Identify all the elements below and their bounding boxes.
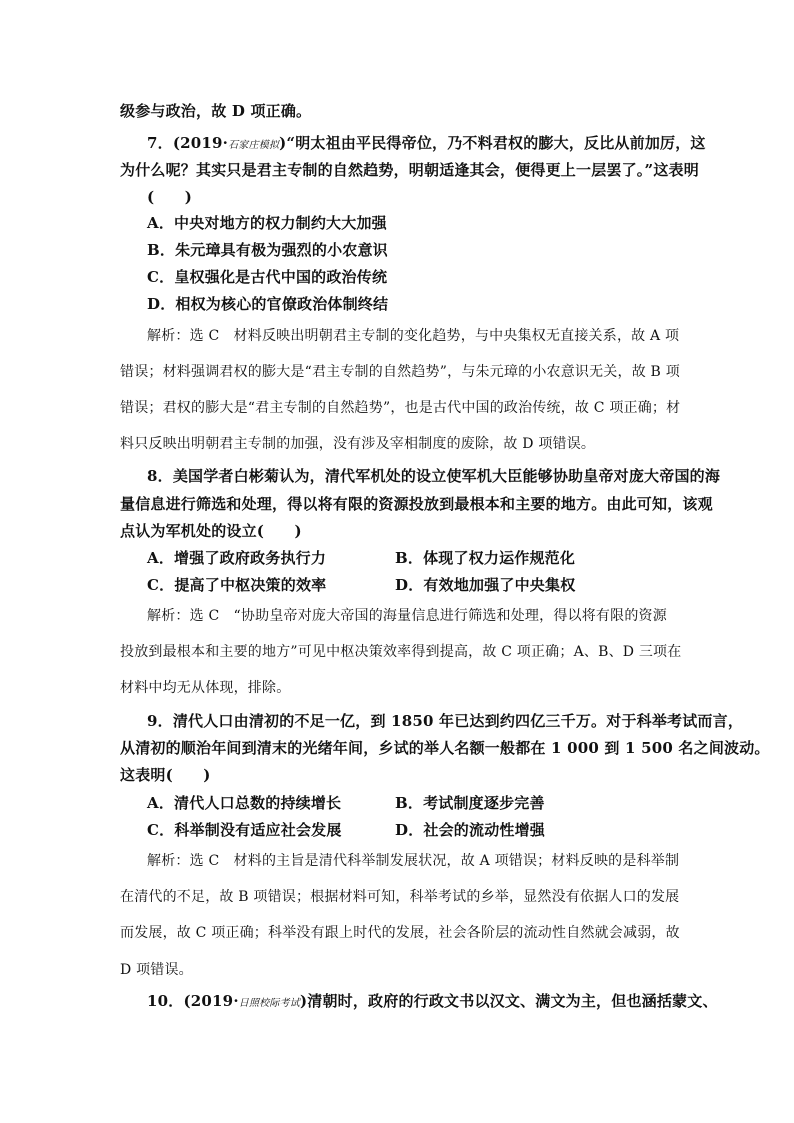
question-8-line-2: 量信息进行筛选和处理，得以将有限的资源投放到最根本和主要的地方。由此可知，该观 xyxy=(120,495,713,513)
question-9-line-1: 9．清代人口由清初的不足一亿，到 1850 年已达到约四亿三千万。对于科举考试而言， xyxy=(147,712,744,730)
question-8-option-b: B．体现了权力运作规范化 xyxy=(395,549,576,567)
answer-8-line-2: 投放到最根本和主要的地方”可见中枢决策效率得到提高，故 C 项正确；A、B、D 三项在 xyxy=(120,644,682,660)
question-7-line-1: 7．(2019·石家庄模拟)“明太祖由平民得帝位，乃不料君权的膨大，反比从前加厉，这 xyxy=(147,134,706,152)
answer-7-line-3: 错误；君权的膨大是“君主专制的自然趋势”，也是古代中国的政治传统，故 C 项正确；材 xyxy=(120,400,681,416)
question-9-line-3: 这表明( ) xyxy=(120,766,211,784)
answer-9-line-2: 在清代的不足，故 B 项错误；根据材料可知，科举考试的乡举，显然没有依据人口的发展 xyxy=(120,889,680,905)
answer-7-line-2: 错误；材料强调君权的膨大是“君主专制的自然趋势”，与朱元璋的小农意识无关，故 B 项 xyxy=(120,364,680,380)
answer-7-line-1: 解析：选 C 材料反映出明朝君主专制的变化趋势，与中央集权无直接关系，故 A 项 xyxy=(147,328,680,344)
question-7-line-2: 为什么呢？其实只是君主专制的自然趋势，明朝适逢其会，便得更上一层罢了。”这表明 xyxy=(120,161,699,179)
question-9-option-b: B．考试制度逐步完善 xyxy=(395,794,545,812)
question-7-source: 石家庄模拟 xyxy=(228,140,280,151)
question-8-option-d: D．有效地加强了中央集权 xyxy=(395,576,576,594)
answer-8-line-3: 材料中均无从体现，排除。 xyxy=(120,680,291,696)
answer-9-line-4: D 项错误。 xyxy=(120,962,193,978)
answer-7-line-4: 料只反映出明朝君主专制的加强，没有涉及宰相制度的废除，故 D 项错误。 xyxy=(120,436,596,452)
answer-8-line-1: 解析：选 C “协助皇帝对庞大帝国的海量信息进行筛选和处理，得以将有限的资源 xyxy=(147,608,667,624)
question-8-option-c: C．提高了中枢决策的效率 xyxy=(147,576,327,594)
question-7-option-a: A．中央对地方的权力制约大大加强 xyxy=(147,214,387,232)
question-7-option-b: B．朱元璋具有极为强烈的小农意识 xyxy=(147,241,388,259)
question-9-option-c: C．科举制没有适应社会发展 xyxy=(147,821,342,839)
answer-9-line-3: 而发展，故 C 项正确；科举没有跟上时代的发展，社会各阶层的流动性自然就会减弱，故 xyxy=(120,925,680,941)
question-8-line-3: 点认为军机处的设立( ) xyxy=(120,522,302,540)
question-8-option-a: A．增强了政府政务执行力 xyxy=(147,549,327,567)
question-7-option-d: D．相权为核心的官僚政治体制终结 xyxy=(147,295,389,313)
question-9-option-d: D．社会的流动性增强 xyxy=(395,821,546,839)
answer-9-line-1: 解析：选 C 材料的主旨是清代科举制发展状况，故 A 项错误；材料反映的是科举制 xyxy=(147,853,680,869)
question-8-line-1: 8．美国学者白彬菊认为，清代军机处的设立使军机大臣能够协助皇帝对庞大帝国的海 xyxy=(147,467,721,485)
question-7-paren: ( ) xyxy=(147,188,192,206)
question-10-line-1: 10．(2019·日照校际考试)清朝时，政府的行政文书以汉文、满文为主，但也涵括蒙文、 xyxy=(147,992,718,1010)
prev-answer-tail: 级参与政治，故 D 项正确。 xyxy=(120,102,312,120)
question-10-source: 日照校际考试 xyxy=(238,998,300,1009)
question-9-option-a: A．清代人口总数的持续增长 xyxy=(147,794,342,812)
question-9-line-2: 从清初的顺治年间到清末的光绪年间，乡试的举人名额一般都在 1 000 到 1 500 名之间波动。 xyxy=(120,739,770,757)
question-7-option-c: C．皇权强化是古代中国的政治传统 xyxy=(147,268,388,286)
